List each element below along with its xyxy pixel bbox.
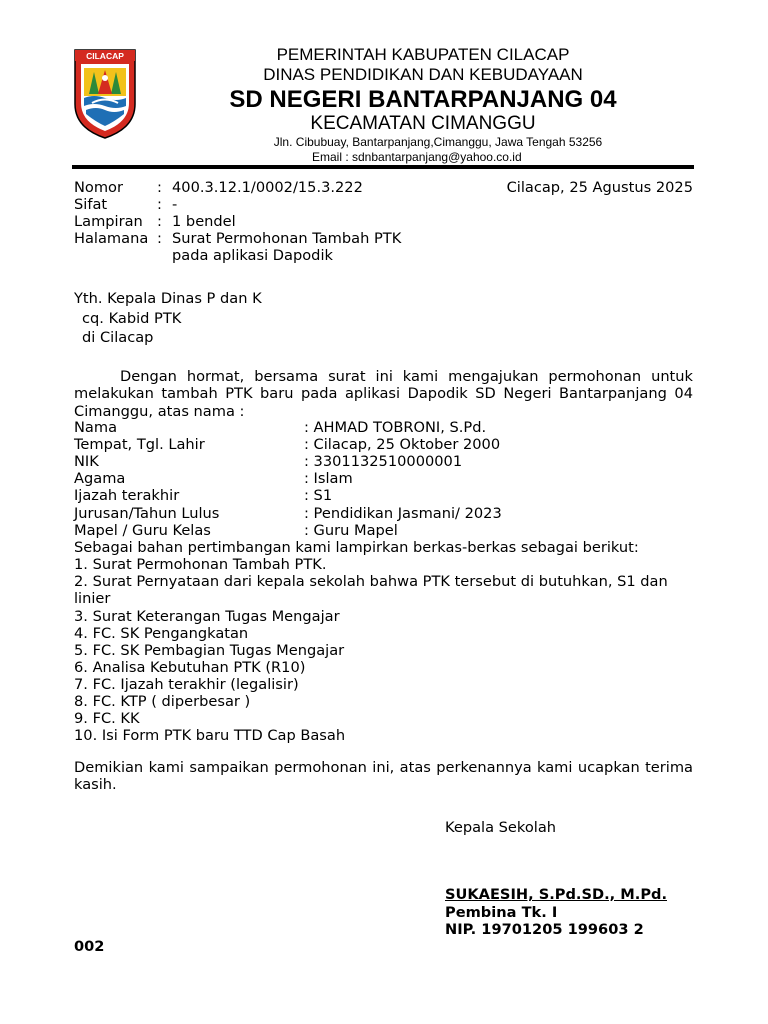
detail-value: : S1	[304, 487, 333, 505]
hal-colon: :	[157, 230, 162, 247]
hal-value-line1: Surat Permohonan Tambah PTK	[172, 230, 402, 247]
agency-name: DINAS PENDIDIKAN DAN KEBUDAYAAN	[263, 65, 583, 84]
detail-label: Agama	[74, 470, 126, 488]
nomor-label: Nomor	[74, 179, 123, 196]
sifat-colon: :	[157, 196, 162, 213]
detail-label: Nama	[74, 419, 118, 436]
recipient-line3: di Cilacap	[82, 329, 154, 346]
attachment-item: 7. FC. Ijazah terakhir (legalisir)	[74, 676, 299, 693]
hal-label: Halamana	[74, 230, 149, 247]
detail-label: Ijazah terakhir	[74, 487, 180, 505]
signatory-name: SUKAESIH, S.Pd.SD., M.Pd.	[445, 886, 667, 903]
opening-paragraph: Dengan hormat, bersama surat ini kami mengajukan permohonan untuk melakukan tambah PTK baru pada aplikasi Dapodik SD Negeri Bantarpanjang 04 Cimanggu, atas nama :	[74, 368, 693, 420]
detail-value: : AHMAD TOBRONI, S.Pd.	[304, 419, 487, 436]
attachment-item: 9. FC. KK	[74, 710, 140, 728]
letterhead-divider	[72, 165, 694, 169]
detail-value: : Islam	[304, 470, 353, 488]
detail-value: : Cilacap, 25 Oktober 2000	[304, 436, 501, 454]
attachment-item: 4. FC. SK Pengangkatan	[74, 624, 249, 642]
government-name: PEMERINTAH KABUPATEN CILACAP	[276, 45, 570, 64]
attachment-item: 5. FC. SK Pembagian Tugas Mengajar	[74, 641, 345, 659]
school-email: Email : sdnbantarpanjang@yahoo.co.id	[312, 150, 522, 164]
detail-label: Tempat, Tgl. Lahir	[74, 436, 205, 454]
nomor-colon: :	[157, 179, 162, 196]
attachment-item: 2. Surat Pernyataan dari kepala sekolah bahwa PTK tersebut di butuhkan, S1 dan linier	[74, 573, 668, 608]
lampiran-value: 1 bendel	[172, 213, 236, 230]
nomor-value: 400.3.12.1/0002/15.3.222	[172, 179, 363, 196]
school-address: Jln. Cibubuay, Bantarpanjang,Cimanggu, Jawa Tengah 53256	[273, 135, 603, 149]
attachment-item: 6. Analisa Kebutuhan PTK (R10)	[74, 658, 306, 676]
logo-lettering: CILACAP	[86, 51, 124, 61]
sifat-label: Sifat	[74, 196, 108, 213]
detail-label: NIK	[74, 453, 99, 471]
attachment-item: 8. FC. KTP ( diperbesar )	[74, 693, 251, 711]
signatory-nip: NIP. 19701205 199603 2	[445, 921, 644, 938]
recipient-line1: Yth. Kepala Dinas P dan K	[74, 290, 262, 307]
lampiran-colon: :	[157, 213, 162, 230]
place-date: Cilacap, 25 Agustus 2025	[506, 179, 693, 196]
signature-title: Kepala Sekolah	[445, 819, 557, 836]
hal-value-line2: pada aplikasi Dapodik	[172, 247, 333, 264]
sifat-value: -	[172, 196, 178, 213]
attachment-intro: Sebagai bahan pertimbangan kami lampirkan berkas-berkas sebagai berikut:	[74, 539, 639, 556]
lampiran-label: Lampiran	[74, 213, 143, 230]
detail-value: : 3301132510000001	[304, 453, 463, 471]
closing-paragraph: Demikian kami sampaikan permohonan ini, atas perkenannya kami ucapkan terima kasih.	[74, 759, 693, 794]
detail-value: : Pendidikan Jasmani/ 2023	[304, 504, 502, 522]
attachment-item: 10. Isi Form PTK baru TTD Cap Basah	[74, 727, 346, 745]
detail-label: Jurusan/Tahun Lulus	[74, 504, 220, 522]
attachment-item: 3. Surat Keterangan Tugas Mengajar	[74, 607, 340, 625]
recipient-line2: cq. Kabid PTK	[82, 310, 182, 327]
detail-value: : Guru Mapel	[304, 521, 398, 539]
signatory-rank: Pembina Tk. I	[445, 904, 558, 921]
cilacap-regency-logo	[72, 48, 138, 140]
district-name: KECAMATAN CIMANGGU	[310, 113, 536, 134]
document-number: 002	[74, 938, 105, 955]
school-name: SD NEGERI BANTARPANJANG 04	[229, 86, 617, 113]
detail-label: Mapel / Guru Kelas	[74, 521, 211, 539]
attachment-item: 1. Surat Permohonan Tambah PTK.	[74, 556, 327, 573]
